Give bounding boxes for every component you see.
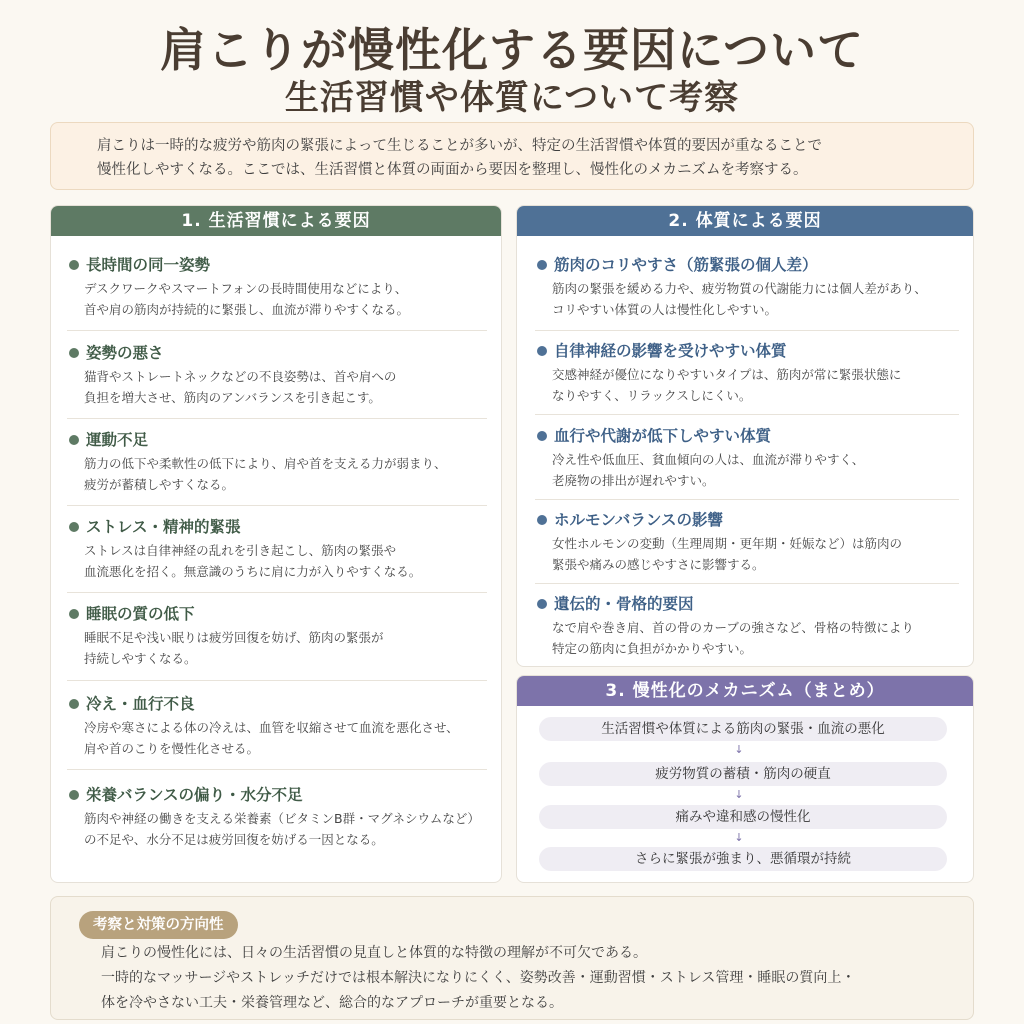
item-desc bbox=[535, 278, 959, 320]
summary-line: 肩こりの慢性化には、日々の生活習慣の見直しと体質的な特徴の理解が不可欠である。 bbox=[101, 945, 647, 961]
summary-line: 体を冷やさない工夫・栄養管理など、総合的なアプローチが重要となる。 bbox=[101, 995, 563, 1011]
summary-text bbox=[101, 941, 855, 1016]
item-desc-line: 首や肩の筋肉が持続的に緊張し、血流が滞りやすくなる。 bbox=[84, 302, 410, 317]
bullet-dot-icon bbox=[69, 260, 79, 270]
flow-step: 痛みや違和感の慢性化 bbox=[539, 805, 947, 829]
item-title: 血行や代謝が低下しやすい体質 bbox=[554, 427, 772, 445]
item-desc bbox=[535, 617, 959, 659]
arrow-down-icon: ↓ bbox=[734, 743, 744, 756]
list-item bbox=[67, 516, 487, 582]
item-title: 自律神経の影響を受けやすい体質 bbox=[554, 342, 787, 360]
item-desc-line: コリやすい体質の人は慢性化しやすい。 bbox=[552, 302, 778, 317]
item-title: 冷え・血行不良 bbox=[86, 695, 195, 713]
item-desc-line: 負担を増大させ、筋肉のアンバランスを引き起こす。 bbox=[84, 390, 381, 405]
intro-box bbox=[50, 122, 974, 190]
arrow-down-icon: ↓ bbox=[734, 788, 744, 801]
bullet-dot-icon bbox=[69, 699, 79, 709]
summary-line: 一時的なマッサージやストレッチだけでは根本解決になりにくく、姿勢改善・運動習慣・ストレス管理・睡眠の質向上・ bbox=[101, 970, 856, 986]
item-title: 栄養バランスの偏り・水分不足 bbox=[86, 786, 303, 804]
divider bbox=[67, 769, 487, 770]
item-desc-line: 緊張や痛みの感じやすさに影響する。 bbox=[552, 557, 765, 572]
item-title: 睡眠の質の低下 bbox=[86, 605, 195, 623]
item-desc bbox=[67, 540, 487, 582]
item-desc-line: 筋肉の緊張を緩める力や、疲労物質の代謝能力には個人差があり、 bbox=[552, 281, 927, 296]
item-desc-line: 冷え性や低血圧、貧血傾向の人は、血流が滞りやすく、 bbox=[552, 452, 865, 467]
page-title: 肩こりが慢性化する要因について bbox=[159, 23, 865, 77]
item-desc bbox=[67, 808, 487, 850]
list-item bbox=[67, 784, 487, 850]
item-desc-line: 睡眠不足や浅い眠りは疲労回復を妨げ、筋肉の緊張が bbox=[84, 630, 384, 645]
flow-step: 生活習慣や体質による筋肉の緊張・血流の悪化 bbox=[539, 717, 947, 741]
list-item bbox=[67, 254, 487, 320]
item-desc-line: 冷房や寒さによる体の冷えは、血管を収縮させて血流を悪化させ、 bbox=[84, 720, 459, 735]
item-desc-line: 疲労が蓄積しやすくなる。 bbox=[84, 477, 235, 492]
item-desc-line: 血流悪化を招く。無意識のうちに肩に力が入りやすくなる。 bbox=[84, 564, 422, 579]
intro-line: 慢性化しやすくなる。ここでは、生活習慣と体質の両面から要因を整理し、慢性化のメカニズムを考察する。 bbox=[97, 162, 808, 178]
list-item bbox=[67, 693, 487, 759]
page-subtitle: 生活習慣や体質について考察 bbox=[284, 78, 740, 118]
item-desc-line: 老廃物の排出が遅れやすい。 bbox=[552, 473, 715, 488]
item-desc-line: 筋肉や神経の働きを支える栄養素（ビタミンB群・マグネシウムなど） bbox=[84, 811, 480, 826]
divider bbox=[67, 330, 487, 331]
item-desc-line: 特定の筋肉に負担がかかりやすい。 bbox=[552, 641, 753, 656]
summary-box bbox=[50, 896, 974, 1020]
item-desc-line: 交感神経が優位になりやすいタイプは、筋肉が常に緊張状態に bbox=[552, 367, 902, 382]
item-title: 遺伝的・骨格的要因 bbox=[554, 595, 694, 613]
lifestyle-heading: 1. 生活習慣による要因 bbox=[51, 206, 501, 236]
list-item bbox=[535, 425, 959, 491]
bullet-dot-icon bbox=[537, 515, 547, 525]
arrow-down-icon: ↓ bbox=[734, 831, 744, 844]
item-title: 姿勢の悪さ bbox=[86, 344, 164, 362]
divider bbox=[535, 414, 959, 415]
list-item bbox=[535, 509, 959, 575]
item-desc-line: デスクワークやスマートフォンの長時間使用などにより、 bbox=[84, 281, 408, 296]
list-item bbox=[535, 254, 959, 320]
item-desc-line: なで肩や巻き肩、首の骨のカーブの強さなど、骨格の特徴により bbox=[552, 620, 914, 635]
list-item bbox=[67, 342, 487, 408]
item-desc-line: 肩や首のこりを慢性化させる。 bbox=[84, 741, 260, 756]
list-item bbox=[67, 429, 487, 495]
list-item bbox=[535, 340, 959, 406]
item-desc-line: 猫背やストレートネックなどの不良姿勢は、首や肩への bbox=[84, 369, 397, 384]
item-desc bbox=[535, 364, 959, 406]
item-title: 長時間の同一姿勢 bbox=[86, 256, 211, 274]
divider bbox=[67, 505, 487, 506]
lifestyle-panel bbox=[50, 205, 502, 883]
item-title: 筋肉のコリやすさ（筋緊張の個人差） bbox=[554, 256, 818, 274]
list-item bbox=[67, 603, 487, 669]
flow-step: さらに緊張が強まり、悪循環が持続 bbox=[539, 847, 947, 871]
item-title: ホルモンバランスの影響 bbox=[554, 511, 723, 529]
divider bbox=[535, 499, 959, 500]
item-desc bbox=[67, 278, 487, 320]
divider bbox=[535, 330, 959, 331]
constitution-panel bbox=[516, 205, 974, 667]
item-title: 運動不足 bbox=[86, 431, 149, 449]
item-desc bbox=[67, 627, 487, 669]
item-desc bbox=[67, 366, 487, 408]
item-desc bbox=[67, 453, 487, 495]
item-title: ストレス・精神的緊張 bbox=[86, 518, 241, 536]
item-desc-line: 持続しやすくなる。 bbox=[84, 651, 197, 666]
divider bbox=[535, 583, 959, 584]
divider bbox=[67, 680, 487, 681]
bullet-dot-icon bbox=[69, 609, 79, 619]
bullet-dot-icon bbox=[69, 790, 79, 800]
item-desc-line: なりやすく、リラックスしにくい。 bbox=[552, 388, 752, 403]
intro-line: 肩こりは一時的な疲労や筋肉の緊張によって生じることが多いが、特定の生活習慣や体質的要因が重なることで bbox=[97, 138, 822, 154]
bullet-dot-icon bbox=[537, 260, 547, 270]
item-desc-line: 女性ホルモンの変動（生理周期・更年期・妊娠など）は筋肉の bbox=[552, 536, 903, 551]
list-item bbox=[535, 593, 959, 659]
constitution-heading: 2. 体質による要因 bbox=[517, 206, 973, 236]
bullet-dot-icon bbox=[69, 348, 79, 358]
mechanism-panel bbox=[516, 675, 974, 883]
bullet-dot-icon bbox=[537, 599, 547, 609]
divider bbox=[67, 418, 487, 419]
divider bbox=[67, 592, 487, 593]
item-desc-line: ストレスは自律神経の乱れを引き起こし、筋肉の緊張や bbox=[84, 543, 397, 558]
flow-step: 疲労物質の蓄積・筋肉の硬直 bbox=[539, 762, 947, 786]
item-desc-line: の不足や、水分不足は疲労回復を妨げる一因となる。 bbox=[84, 832, 384, 847]
item-desc bbox=[535, 533, 959, 575]
summary-label: 考察と対策の方向性 bbox=[79, 911, 238, 939]
bullet-dot-icon bbox=[69, 522, 79, 532]
bullet-dot-icon bbox=[69, 435, 79, 445]
item-desc bbox=[67, 717, 487, 759]
item-desc-line: 筋力の低下や柔軟性の低下により、肩や首を支える力が弱まり、 bbox=[84, 456, 447, 471]
bullet-dot-icon bbox=[537, 346, 547, 356]
mechanism-heading: 3. 慢性化のメカニズム（まとめ） bbox=[517, 676, 973, 706]
bullet-dot-icon bbox=[537, 431, 547, 441]
item-desc bbox=[535, 449, 959, 491]
